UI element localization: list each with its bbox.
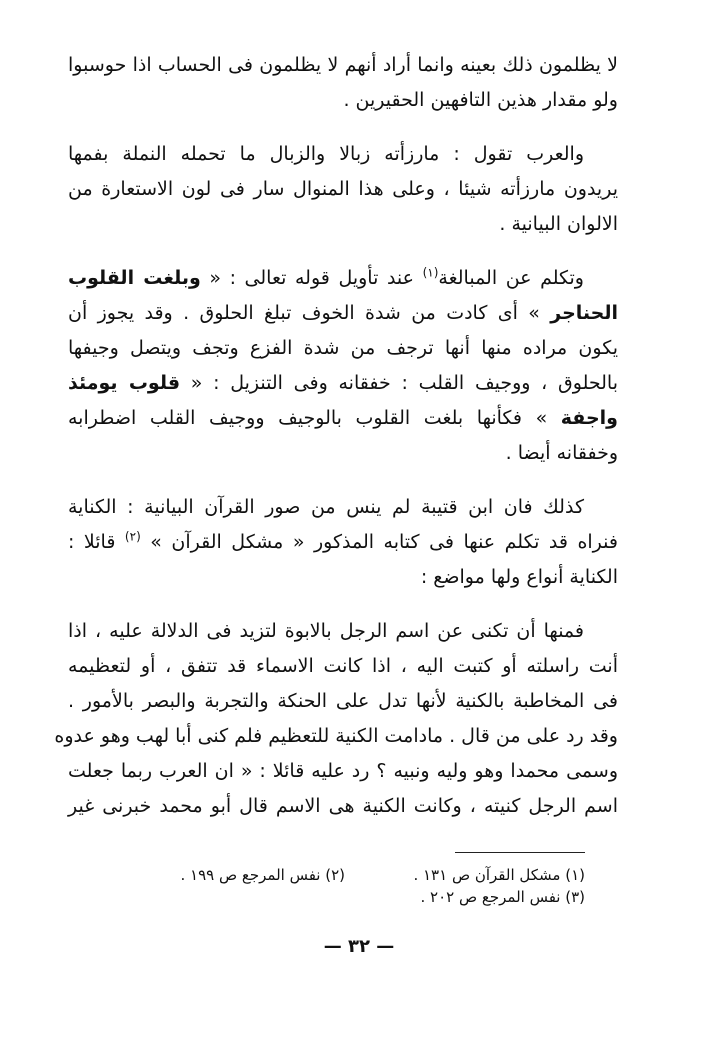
text-line: اسم الرجل كنيته ، وكانت الكنية هى الاسم قال أبو محمد خبرنى غير (68, 795, 618, 817)
text-line: يكون مراده منها أنها ترجف من شدة الفزع وتجف ويتصل وجيفها (68, 337, 618, 359)
text-run: فنراه قد تكلم عنها فى كتابه المذكور « مشكل القرآن » (140, 531, 618, 553)
footnote-marker: (١) (422, 265, 439, 280)
paragraph-1 (68, 48, 618, 118)
text-run: وتكلم عن المبالغة (438, 267, 584, 289)
text-line: فى المخاطبة بالكنية لأنها تدل على الحنكة والتجربة والبصر بالأمور . (68, 690, 618, 712)
text-run: » فكأنها بلغت القلوب بالوجيف ووجيف القلب اضطرابه (68, 407, 561, 429)
footnote-row (180, 886, 585, 908)
footnotes (180, 864, 585, 908)
text-line: لا يظلمون ذلك بعينه وانما أراد أنهم لا يظلمون فى الحساب اذا حوسبوا (68, 54, 618, 76)
text-line: الالوان البيانية . (499, 213, 618, 235)
page-number: — ٣٢ — (323, 936, 395, 957)
paragraph-5 (54, 614, 618, 824)
paragraph-4 (68, 490, 618, 595)
paragraph-2 (68, 137, 618, 242)
text-line: الكناية أنواع ولها مواضع : (420, 566, 618, 588)
text-line (68, 525, 618, 560)
footnote-row (180, 864, 585, 886)
text-line: والعرب تقول : مارزأته زبالا والزبال ما تحمله النملة بفمها (68, 143, 584, 165)
text-line: أنت راسلته أو كتبت اليه ، اذا كانت الاسماء قد تتفق ، أو لتعظيمه (68, 655, 618, 677)
text-line: وقد رد على من قال . مادامت الكنية للتعظيم فلم كنى أبا لهب وهو عدوه (54, 725, 618, 747)
footnote-separator (455, 852, 585, 853)
text-line: وخفقانه أيضا . (505, 442, 618, 464)
text-line (68, 296, 618, 331)
text-line: يريدون مارزأته شيئا ، وعلى هذا المنوال سار فى لون الاستعارة من (68, 178, 618, 200)
footnote-3: (٣) نفس المرجع ص ٢٠٢ . (420, 888, 585, 906)
footnote-marker: (٢) (124, 529, 141, 544)
text-run: » أى كادت من شدة الخوف تبلغ الحلوق . وقد يجوز أن (68, 302, 551, 324)
quran-quote: وبلغت القلوب (68, 267, 201, 289)
quran-quote: واجفة (560, 407, 618, 429)
text-line: فمنها أن تكنى عن اسم الرجل بالابوة لتزيد فى الدلالة عليه ، اذا (68, 620, 584, 642)
text-run: بالحلوق ، ووجيف القلب : خفقانه وفى التنزيل : « (180, 372, 618, 394)
body-text (54, 48, 618, 843)
text-line (68, 261, 618, 296)
text-line (68, 366, 618, 401)
quran-quote: الحناجر (550, 302, 618, 324)
footnote-1: (١) مشكل القرآن ص ١٣١ . (413, 866, 585, 884)
paragraph-3 (68, 261, 618, 471)
text-line: ولو مقدار هذين التافهين الحقيرين . (343, 89, 618, 111)
quran-quote: قلوب يومئذ (68, 372, 181, 394)
text-run: قائلا : (68, 531, 125, 553)
text-line: وسمى محمدا وهو وليه ونبيه ؟ رد عليه قائلا : « ان العرب ربما جعلت (68, 760, 618, 782)
footnote-2: (٢) نفس المرجع ص ١٩٩ . (180, 866, 345, 884)
text-line (68, 401, 618, 436)
text-line: كذلك فان ابن قتيبة لم ينس من صور القرآن البيانية : الكناية (68, 496, 584, 518)
text-run: عند تأويل قوله تعالى : « (200, 267, 423, 289)
